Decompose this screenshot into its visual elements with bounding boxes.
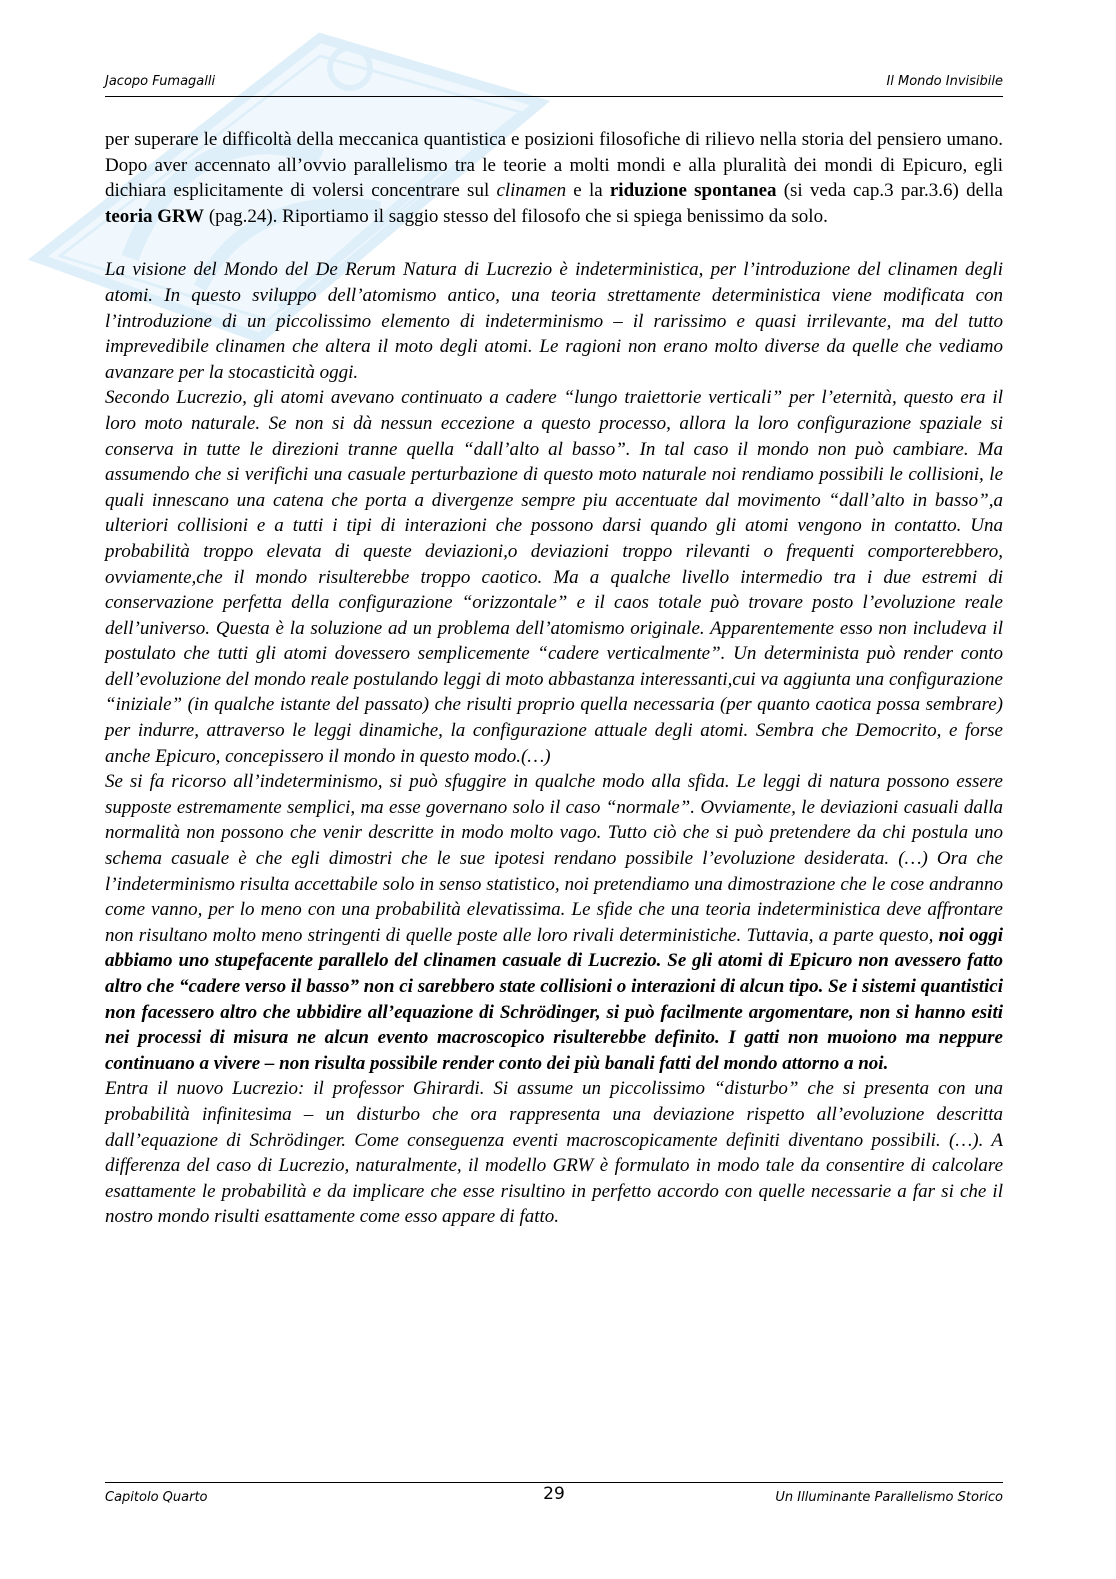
footer-section: Un Illuminante Parallelismo Storico [775,1490,1003,1505]
quote-paragraph-3 [105,769,1003,1076]
quote-paragraph-4: Entra il nuovo Lucrezio: il professor Ghirardi. Si assume un piccolissimo “disturbo” che si presenta con una probabilità infinitesima – un disturbo che ora rappresenta una deviazione rispetto all’evoluzione descritta dall’equazione di Schrödinger. Come conseguenza eventi macroscopicamente definiti diventano possibili. (…). A differenza del caso di Lucrezio, naturalmente, il modello GRW è formulato in modo tale da consentire di calcolare esattamente le probabilità e da implicare che esse risultino in perfetto accordo con quelle necessarie a far si che il nostro mondo risulti esattamente come esso appare di fatto. [105,1078,1003,1228]
intro-riduzione-spontanea: riduzione spontanea [609,180,777,202]
page-number: 29 [543,1484,565,1504]
header-book-title: Il Mondo Invisibile [886,74,1003,89]
header-author: Jacopo Fumagalli [105,74,216,89]
intro-text-4: (pag.24). Riportiamo il saggio stesso del filosofo che si spiega benissimo da solo. [204,205,828,227]
quote-paragraph-2: Secondo Lucrezio, gli atomi avevano continuato a cadere “lungo traiettorie verticali” per l’eternità, questo era il loro moto naturale. Se non si dà nessun eccezione a questo processo, allora la loro configurazione spaziale si conserva in tutte le direzioni tranne quella “dall’alto al basso”. In tal caso il mondo non può cambiare. Ma assumendo che si verifichi una casuale perturbazione di questo moto naturale noi rendiamo possibili le collisioni, le quali innescano una catena che porta a divergenze sempre piu accentuate dal movimento “dall’alto in basso”,a ulteriori collisioni e a tutti i tipi di interazioni che possono darsi quando gli atomi vengono in contatto. Una probabilità troppo elevata di queste deviazioni,o deviazioni troppo rilevanti o frequenti comporterebbero, ovviamente,che il mondo risulterebbe troppo caotico. Ma a qualche livello intermedio tra i due estremi di conservazione perfetta della configurazione “orizzontale” e il caos totale può trovare posto l’evoluzione reale dell’universo. Questa è la soluzione ad un problema dell’atomismo originale. Apparentemente esso non includeva il postulato che tutti gli atomi dovessero semplicemente “cadere verticalmente”. Un determinista può render conto dell’evoluzione del mondo reale postulando leggi di moto abbastanza interessanti,cui va aggiunta una configurazione “iniziale” (in qualche istante del passato) che risulti proprio quella necessaria (per quanto caotica possa sembrare) per indurre, attraverso le leggi dinamiche, la configurazione attuale degli atomi. Sembra che Democrito, e forse anche Epicuro, concepissero il mondo in questo modo.(…) [105,387,1003,767]
quote-paragraph-3-text: Se si fa ricorso all’indeterminismo, si può sfuggire in qualche modo alla sfida. Le leggi di natura possono essere supposte estremamente semplici, ma esse governano solo il caso “normale”. Ovviamente, le deviazioni casuali dalla normalità non possono che venir descritte in modo molto vago. Tutto ciò che si può pretendere da chi postula uno schema casuale è che egli dimostri che le sue ipotesi rendano possibile l’evoluzione desiderata. (…) Ora che l’indeterminismo risulta accettabile solo in senso statistico, noi pretendiamo una dimostrazione che le cose andranno come vanno, per lo meno con una probabilità elevatissima. Le sfide che una teoria indeterministica deve affrontare non risultano molto meno stringenti di quelle poste alle loro rivali deterministiche. Tuttavia, a parte questo, [105,771,1003,946]
intro-text-1: per superare le difficoltà della meccanica quantistica e posizioni filosofiche di rilievo nella storia del pensiero umano. Dopo aver accennato all’ovvio parallelismo tra le teorie a molti mondi e alla pluralità dei mondi di Epicuro, egli dichiara esplicitamente di volersi concentrare sul [105,129,1003,202]
intro-text-3: (si veda cap.3 par.3.6) della [776,180,1003,202]
page-footer [105,1482,1003,1513]
intro-teoria-grw: teoria GRW [105,205,205,227]
page-header [105,74,1003,97]
intro-clinamen: clinamen [496,180,567,202]
intro-text-2: e la [566,180,610,202]
intro-paragraph [105,127,1003,229]
quote-paragraph-3-bold: noi oggi abbiamo uno stupefacente parallelo del clinamen casuale di Lucrezio. Se gli atomi di Epicuro non avessero fatto altro che “cadere verso il basso” non ci sarebbero state collisioni o interazioni di alcun tipo. Se i sistemi quantistici non facessero altro che ubbidire all’equazione di Schrödinger, si può facilmente argomentare, non si hanno esiti nei processi di misura ne alcun evento macroscopico risulterebbe definito. I gatti non muoiono ma neppure continuano a vivere – non risulta possibile render conto dei più banali fatti del mondo attorno a noi. [105,924,1003,1074]
quote-paragraph-1: La visione del Mondo del De Rerum Natura di Lucrezio è indeterministica, per l’introduzione del clinamen degli atomi. In questo sviluppo dell’atomismo antico, una teoria strettamente deterministica viene modificata con l’introduzione di un piccolissimo elemento di indeterminismo – il rarissimo e quasi irrilevante, ma del tutto imprevedibile clinamen che altera il moto degli atomi. Le ragioni non erano molto diverse da quelle che vediamo avanzare per la stocasticità oggi. [105,259,1003,383]
footer-chapter: Capitolo Quarto [105,1490,208,1505]
page-body [105,127,1003,1230]
